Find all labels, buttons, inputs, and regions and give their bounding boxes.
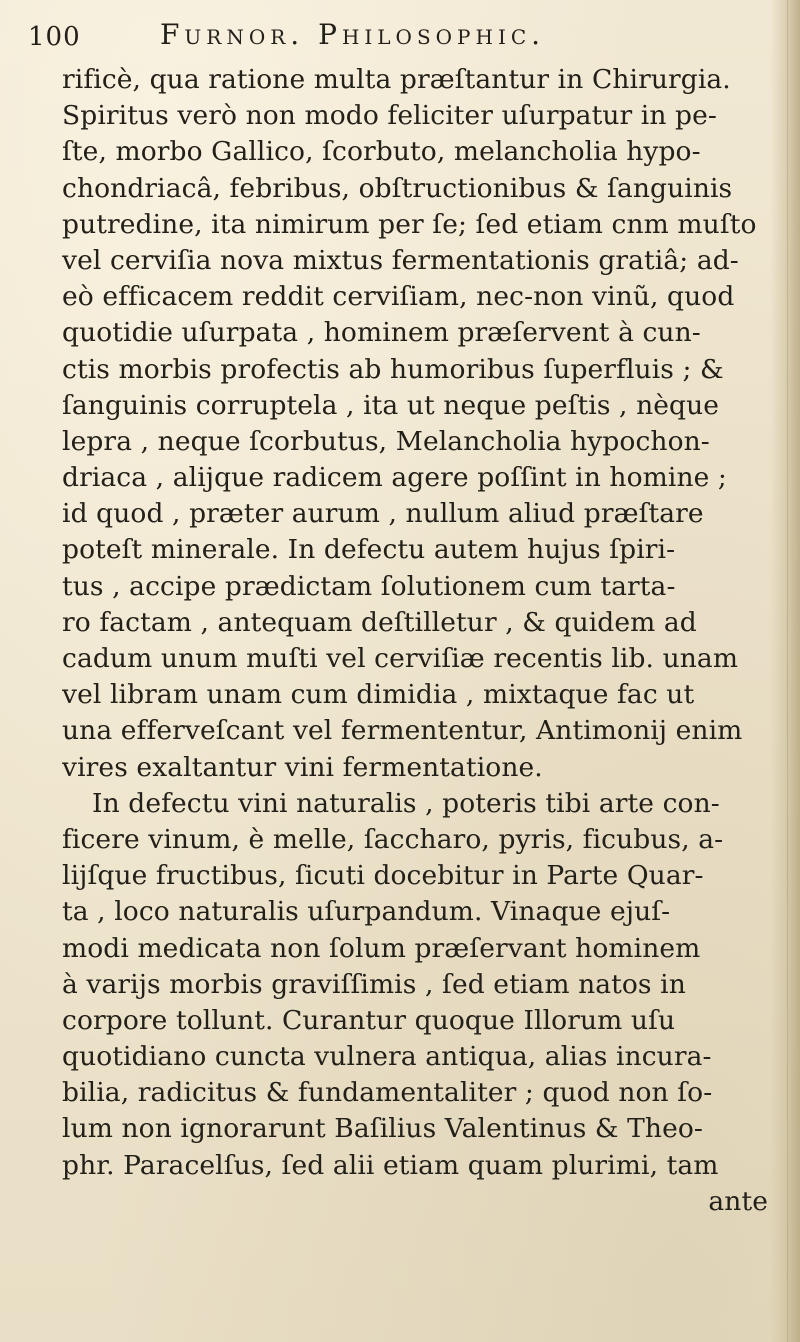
text-line: eò efficacem reddit cerviſiam, nec-non vinũ, quod — [62, 281, 735, 313]
text-line: vel cerviſia nova mixtus fermentationis gratiâ; ad- — [62, 244, 739, 276]
text-line: phr. Paracelſus, ſed alii etiam quam plurimi, tam — [62, 1149, 719, 1181]
text-line: corpore tollunt. Curantur quoque Illorum uſu — [62, 1004, 676, 1036]
text-line: à varijs morbis graviſſimis , ſed etiam natos in — [62, 968, 686, 1000]
text-line: cadum unum muſti vel cerviſiæ recentis lib. unam — [62, 643, 739, 674]
text-line: ſanguinis corruptela , ita ut neque peſtis , nèque — [62, 389, 720, 421]
text-line: driaca , alijque radicem agere poſſint in homine ; — [62, 462, 727, 494]
text-line: una efferveſcant vel fermententur, Antimonij enim — [62, 715, 743, 747]
running-head — [28, 18, 768, 58]
text-line: ta , loco naturalis uſurpandum. Vinaque ejuſ- — [62, 896, 671, 928]
text-line: quotidiano cuncta vulnera antiqua, alias incura- — [62, 1041, 712, 1073]
text-line: rificè, qua ratione multa præſtantur in Chirurgia. — [62, 64, 731, 95]
text-line: Spiritus verò non modo feliciter uſurpatur in pe- — [62, 100, 717, 132]
text-line: putredine, ita nimirum per ſe; ſed etiam cnm muſto — [62, 208, 757, 240]
page-number: 100 — [28, 22, 81, 52]
text-line: tus , accipe prædictam ſolutionem cum tarta- — [62, 570, 676, 602]
binding-edge — [787, 0, 788, 1342]
text-line: ctis morbis profectis ab humoribus ſuperfluis ; & — [62, 353, 724, 385]
text-line: ficere vinum, è melle, ſaccharo, pyris, ficubus, a- — [62, 823, 724, 855]
text-line: lepra , neque ſcorbutus, Melancholia hypochon- — [62, 425, 710, 457]
catchword: ante — [708, 1185, 768, 1217]
text-line: lijſque fructibus, ſicuti docebitur in Parte Quar- — [62, 860, 704, 892]
text-line: ro factam , antequam deſtilletur , & quidem ad — [62, 606, 697, 638]
text-line: ſte, morbo Gallico, ſcorbuto, melancholia hypo- — [62, 136, 701, 168]
text-line: poteſt minerale. In defectu autem hujus ſpiri- — [62, 534, 676, 566]
text-line: lum non ignorarunt Baſilius Valentinus & Theo- — [62, 1113, 703, 1145]
text-line: vel libram unam cum dimidia , mixtaque fac ut — [62, 679, 695, 711]
body-text — [62, 62, 774, 1220]
text-line: id quod , præter aurum , nullum aliud præſtare — [62, 498, 704, 530]
paragraph-start-line: In defectu vini naturalis , poteris tibi arte con- — [92, 787, 720, 819]
text-line: quotidie uſurpata , hominem præſervent à cun- — [62, 317, 701, 349]
running-head-title: Furnor. Philosophic. — [160, 18, 546, 51]
text-line: modi medicata non ſolum præſervant hominem — [62, 932, 701, 964]
text-line: vires exaltantur vini fermentatione. — [62, 751, 543, 783]
text-line: bilia, radicitus & fundamentaliter ; quod non ſo- — [62, 1077, 713, 1109]
page-gutter-shadow — [770, 0, 800, 1342]
text-line: chondriacâ, febribus, obſtructionibus & ſanguinis — [62, 172, 733, 204]
